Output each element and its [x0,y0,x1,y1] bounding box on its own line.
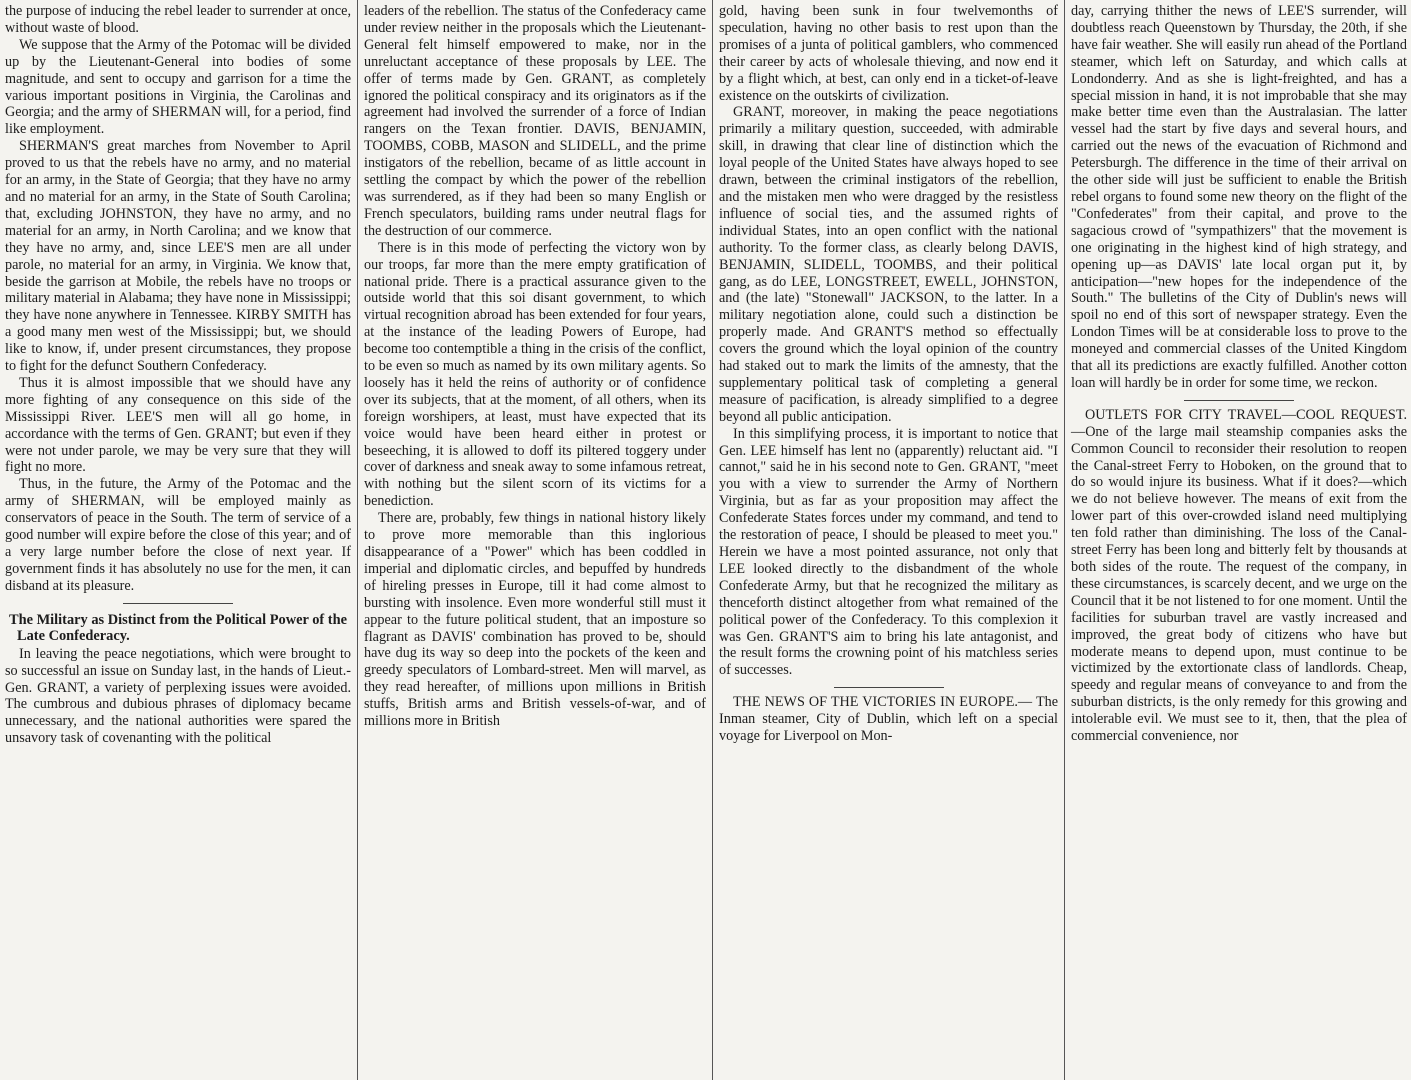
paragraph: gold, having been sunk in four twelvemonths of speculation, having no other basis to rest upon than the promises of a junta of political gamblers, who commenced their career by acts of wholesale thieving, and now end it by a flight which, at best, can only end in a ticket-of-leave existence on the outskirts of civilization. [719,3,1058,104]
paragraph: Thus, in the future, the Army of the Potomac and the army of SHERMAN, will be employed mainly as conservators of peace in the South. The term of service of a good number will expire before the close of this year; and of a very large number before the close of next year. If government finds it has absolutely no use for the men, it can disband at its pleasure. [5,476,351,594]
paragraph: There are, probably, few things in national history likely to prove more memorable than this inglorious disappearance of a "Power" which has been coddled in imperial and diplomatic circles, and bepuffed by hundreds of hireling presses in Europe, till it had come almost to bursting with insolence. Even more wonderful still must it appear to the future political student, that an imposture so flagrant as DAVIS' combination has proved to be, should have dug its way so deep into the pockets of the keen and greedy speculators of Lombard-street. Men will marvel, as they read hereafter, of millions upon millions in British stuffs, British arms and British vessels-of-war, and of millions more in British [364,510,706,730]
column-1 [0,0,355,1080]
paragraph: In this simplifying process, it is important to notice that Gen. LEE himself has lent no (apparently) reluctant aid. "I cannot," said he in his second note to Gen. GRANT, "meet you with a view to surrender the Army of Northern Virginia, but as far as your proposition may affect the Confederate States forces under my command, and tend to the restoration of peace, I should be pleased to meet you." Herein we have a most pointed assurance, not only that LEE looked directly to the disbandment of the whole Confederate Army, but that he recognized the military as thenceforth distinct altogether from what remained of the political power of the Confederacy. To this complexion it was Gen. GRANT'S aim to bring his late antagonist, and the result forms the crowning point of his matchless series of successes. [719,425,1058,679]
column-4 [1066,0,1411,1080]
paragraph: We suppose that the Army of the Potomac will be divided up by the Lieutenant-General into bodies of some magnitude, and sent to occupy and garrison for a time the various important positions in Virginia, the Carolinas and Georgia; and the army of SHERMAN will, for a period, find like employment. [5,36,351,138]
paragraph: SHERMAN'S great marches from November to April proved to us that the rebels have no army, and no material for an army, in the State of Georgia; that they have no army and no material for an army, in the State of South Carolina; that, excluding JOHNSTON, they have no army, and no material for an army, in North Carolina; and we know that they have no army, and, since LEE'S men are all under parole, no material for an army, in Virginia. We know that, beside the garrison at Mobile, the rebels have no troops or military material in Alabama; they have none in Mississippi; they have none anywhere in Tennessee. KIRBY SMITH has a good many men west of the Mississippi; but, we should like to know, if, under present circumstances, they propose to fight for the defunct Southern Confederacy. [5,138,351,375]
paragraph: In leaving the peace negotiations, which were brought to so successful an issue on Sunday last, in the hands of Lieut.-Gen. GRANT, a variety of perplexing issues were avoided. The cumbrous and dubious phrases of diplomacy became unnecessary, and the national authorities were spared the unsavory task of covenanting with the political [5,645,351,747]
news-item [719,694,1058,745]
column-rule [712,0,713,1080]
section-divider [1184,400,1294,401]
news-item-body: The Inman steamer, City of Dublin, which left on a special voyage for Liverpool on Mon- [719,694,1058,745]
column-rule [357,0,358,1080]
news-item-heading: THE NEWS OF THE VICTORIES IN EUROPE.— [733,694,1033,711]
section-divider [123,603,233,604]
paragraph: day, carrying thither the news of LEE'S surrender, will doubtless reach Queenstown by Thursday, the 20th, if she have fair weather. She will easily run ahead of the Portland steamer, which left on Saturday, and which calls at Londonderry. And as she is light-freighted, and has a special mission in hand, it is not improbable that she may make better time even than the Australasian. The latter vessel had the start by five days and several hours, and carried out the news of the evacuation of Richmond and Petersburgh. The difference in the time of their arrival on the other side will just be sufficient to enable the British rebel organs to found some new theory on the flight of the "Confederates" from their capital, and prove to the sagacious crowd of "sympathizers" that the movement is one originating in the highest kind of high strategy, and opening up—as DAVIS' late local organ put it, by anticipation—"new hopes for the independence of the South." The bulletins of the City of Dublin's news will spoil no end of this sort of newspaper strategy. Even the London Times will be at considerable loss to prove to the moneyed and commercial classes of the United Kingdom that all its predictions are exactly fulfilled. Another cotton loan will hardly be in order for some time, we reckon. [1071,3,1407,391]
paragraph: Thus it is almost impossible that we should have any more fighting of any consequence on this side of the Mississippi River. LEE'S men will all go home, in accordance with the terms of Gen. GRANT; but even if they were not under parole, we may be very sure that they will fight no more. [5,374,351,476]
article-heading: The Military as Distinct from the Political Power of the Late Confederacy. [9,611,347,644]
section-divider [834,687,944,688]
paragraph: leaders of the rebellion. The status of the Confederacy came under review neither in the proposals which the Lieutenant-General felt himself empowered to make, nor in the unreluctant acceptance of these proposals by LEE. The offer of terms made by Gen. GRANT, as completely ignored the political conspiracy and its originators as if the agreement had involved the surrender of a force of Indian rangers on the Texan frontier. DAVIS, BENJAMIN, TOOMBS, COBB, MASON and SLIDELL, and the prime instigators of the rebellion, became of as little account in settling the compact by which the power of the rebellion was surrendered, as if they had been so many English or French speculators, building rams under neutral flags for the destruction of our commerce. [364,3,706,239]
column-3 [714,0,1062,1080]
news-item-heading: OUTLETS FOR CITY TRAVEL—COOL REQUEST. [1085,406,1407,423]
paragraph: There is in this mode of perfecting the victory won by our troops, far more than the mere empty gratification of national pride. There is a practical assurance given to the outside world that this soi disant government, to which virtual recognition abroad has been extended for four years, at the instance of the leading Powers of Europe, had become too contemptible a thing in the crisis of the conflict, to be even so much as named by its own military agents. So loosely has it held the reins of authority or of confidence over its subjects, that at the moment, of all others, when its foreign worshipers, at least, must have expected that its voice would have been heard either in protest or beseeching, it is allowed to doff its piltered toggery under cover of darkness and sneak away to some infamous retreat, with nothing but the silent scorn of its victims for a benediction. [364,239,706,510]
paragraph: the purpose of inducing the rebel leader to surrender at once, without waste of blood. [5,3,351,36]
paragraph: GRANT, moreover, in making the peace negotiations primarily a military question, succeeded, with admirable skill, in drawing that clear line of distinction which the loyal people of the United States have always hoped to see drawn, between the criminal instigators of the rebellion, and the mistaken men who were dragged by the resistless influence of social ties, and the assumed rights of individual States, into an open conflict with the national authority. To the former class, as clearly belong DAVIS, BENJAMIN, SLIDELL, TOOMBS, and their political gang, as do LEE, LONGSTREET, EWELL, JOHNSTON, and (the late) "Stonewall" JACKSON, to the latter. In a military negotiation alone, could such a distinction be properly made. And GRANT'S method so effectually covers the ground which the loyal opinion of the country had staked out to mark the limits of the amnesty, that the supplementary political task of completing a general measure of pacification, is already simplified to a degree beyond all public anticipation. [719,104,1058,425]
news-item-body: —One of the large mail steamship companies asks the Common Council to reconsider their resolution to reopen the Canal-street Ferry to Hoboken, on the ground that to do so would injure its business. What if it does?—which we do not believe however. The means of exit from the lower part of this over-crowded island need multiplying ten fold rather than diminishing. The loss of the Canal-street Ferry has been long and bitterly felt by thousands at both sides of the route. The request of the company, in these circumstances, is scarcely decent, and we urge on the Council that it be not listened to for one moment. Until the facilities for suburban travel are vastly increased and improved, the great body of citizens who have but moderate means to depend upon, must continue to be victimized by the extortionate class of landlords. Cheap, speedy and regular means of conveyance to and from the suburban districts, is the only remedy for this growing and intolerable evil. We must see to it, then, that the plea of commercial convenience, nor [1071,423,1407,745]
news-item [1071,407,1407,745]
column-rule [1064,0,1065,1080]
column-2 [359,0,710,1080]
